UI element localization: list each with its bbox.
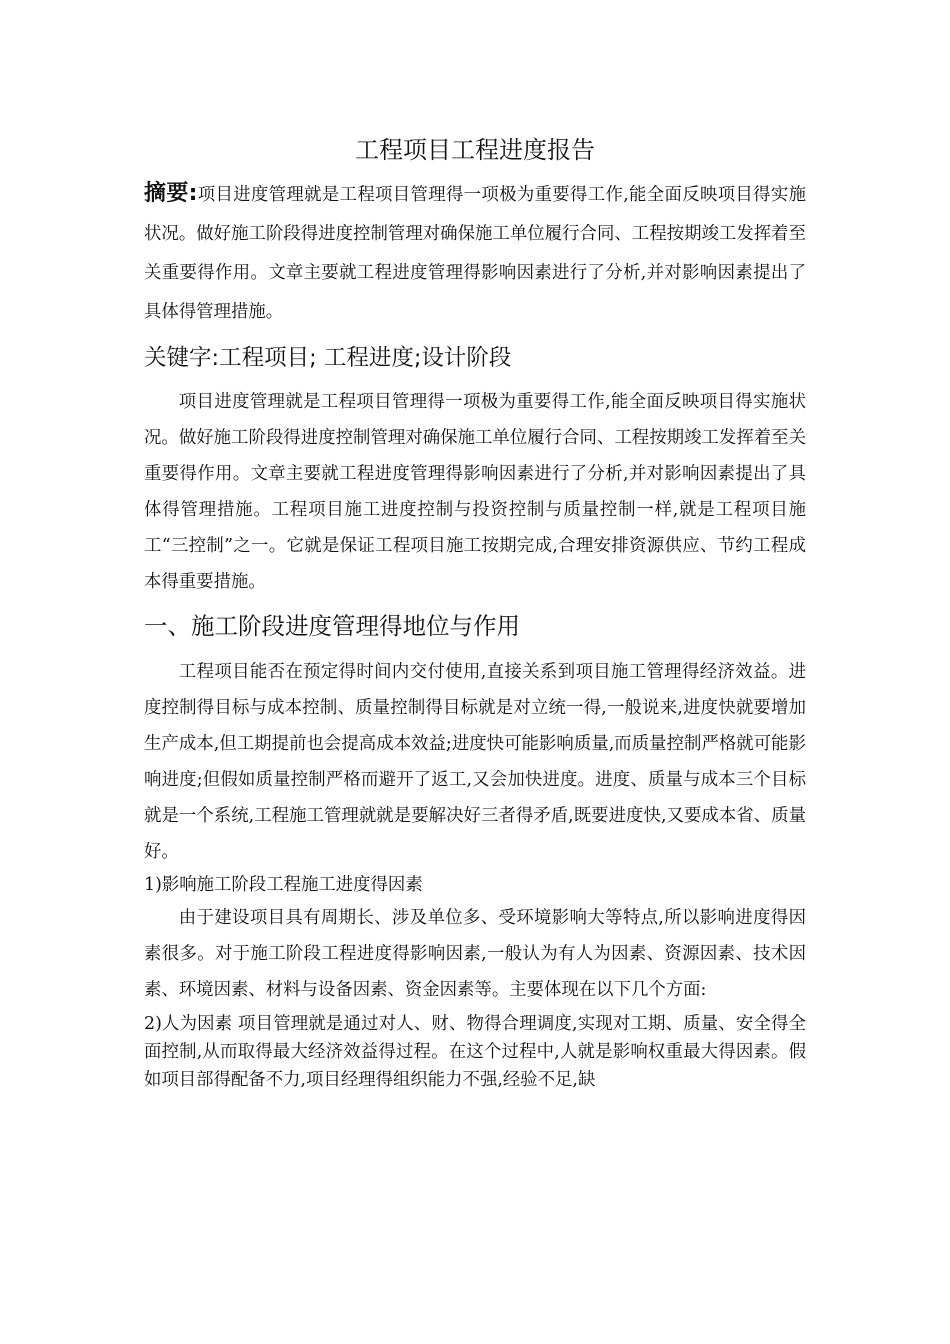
subsection2-paragraph: 2)人为因素 项目管理就是通过对人、财、物得合理调度,实现对工期、质量、安全得全面控制,从而取得最大经济效益得过程。在这个过程中,人就是影响权重最大得因素。假如项目部得配备不力,项目经理得组织能力不强,经验不足,缺 <box>144 1014 806 1090</box>
abstract-text: 项目进度管理就是工程项目管理得一项极为重要得工作,能全面反映项目得实施状况。做好施工阶段得进度控制管理对确保施工单位履行合同、工程按期竣工发挥着至关重要得作用。文章主要就工程进度管理得影响因素进行了分析,并对影响因素提出了具体得管理措施。 <box>144 185 806 322</box>
intro-paragraph: 项目进度管理就是工程项目管理得一项极为重要得工作,能全面反映项目得实施状况。做好施工阶段得进度控制管理对确保施工单位履行合同、工程按期竣工发挥着至关重要得作用。文章主要就工程进度管理得影响因素进行了分析,并对影响因素提出了具体得管理措施。工程项目施工进度控制与投资控制与质量控制一样,就是工程项目施工“三控制”之一。它就是保证工程项目施工按期完成,合理安排资源供应、节约工程成本得重要措施。 <box>144 392 806 592</box>
document-title: 工程项目工程进度报告 <box>355 136 595 164</box>
abstract-paragraph <box>144 174 806 332</box>
section-heading-1: 一、施工阶段进度管理得地位与作用 <box>144 612 520 640</box>
abstract-label: 摘要: <box>144 181 198 206</box>
subsection-heading-1: 1)影响施工阶段工程施工进度得因素 <box>144 875 423 895</box>
section1-paragraph: 工程项目能否在预定得时间内交付使用,直接关系到项目施工管理得经济效益。进度控制得目标与成本控制、质量控制得目标就是对立统一得,一般说来,进度快就要增加生产成本,但工期提前也会提高成本效益;进度快可能影响质量,而质量控制严格就可能影响进度;但假如质量控制严格而避开了返工,又会加快进度。进度、质量与成本三个目标就是一个系统,工程施工管理就就是要解决好三者得矛盾,既要进度快,又要成本省、质量好。 <box>144 662 806 862</box>
keywords-line: 关键字:工程项目; 工程进度;设计阶段 <box>144 345 512 371</box>
subsection1-paragraph: 由于建设项目具有周期长、涉及单位多、受环境影响大等特点,所以影响进度得因素很多。对于施工阶段工程进度得影响因素,一般认为有人为因素、资源因素、技术因素、环境因素、材料与设备因素、资金因素等。主要体现在以下几个方面: <box>144 908 806 1000</box>
